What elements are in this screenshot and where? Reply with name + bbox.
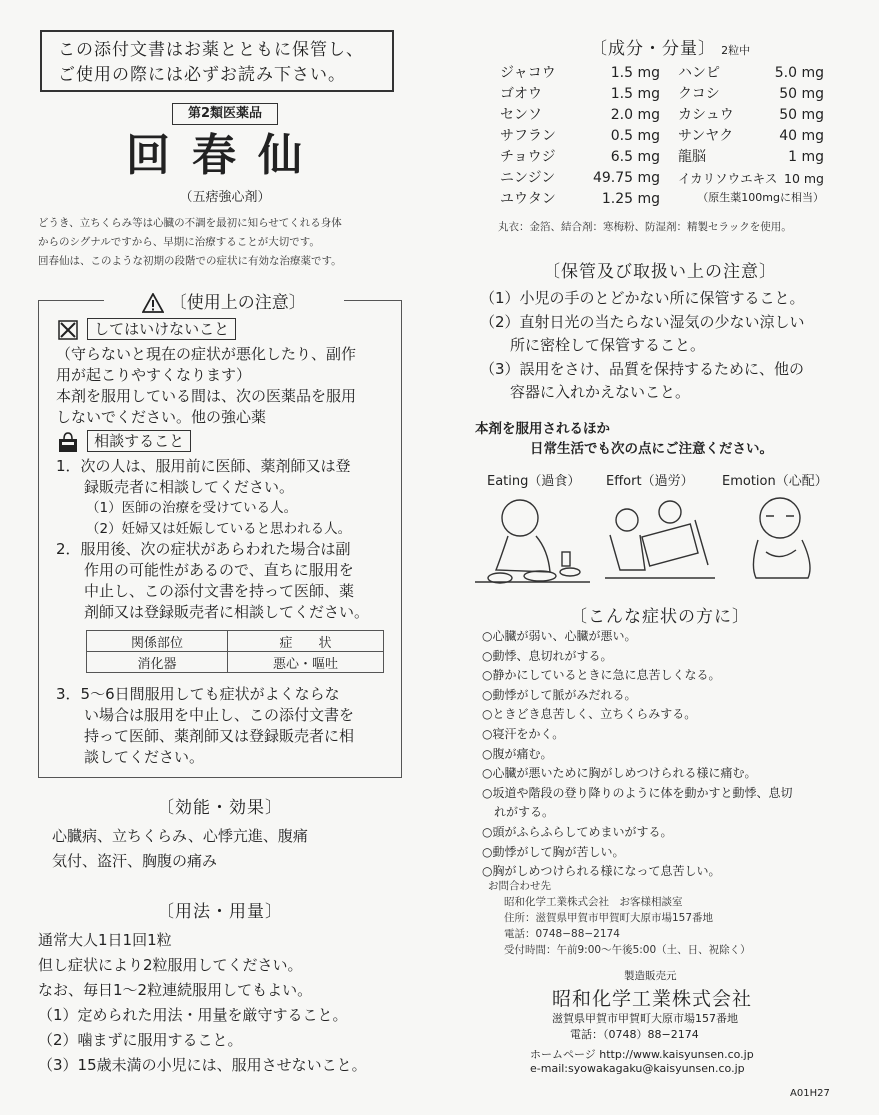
ingredient-amount: 2.0 mg <box>610 107 660 123</box>
dosage-line: 通常大人1日1回1粒 <box>38 931 172 949</box>
caution-title <box>104 288 344 313</box>
efficacy-line: 気付、盗汗、胸腹の痛み <box>52 852 218 870</box>
storage-line: 所に密栓して保管すること。 <box>480 336 706 354</box>
symptom-item: ○心臓が悪いために胸がしめつけられる様に痛む。 <box>482 766 757 781</box>
symptom-item: ○心臓が弱い、心臓が悪い。 <box>482 629 637 643</box>
ingredients-header <box>590 34 750 59</box>
symptom-item: ○動悸、息切れがする。 <box>482 648 613 663</box>
prohibited-icon <box>58 320 78 340</box>
ingredient-row <box>500 84 660 105</box>
emotion-label: Emotion（心配） <box>722 474 828 489</box>
document-code: A01H27 <box>790 1088 830 1099</box>
ingredient-row <box>500 126 660 147</box>
consult-line: 1．次の人は、服用前に医師、薬剤師又は登 <box>56 457 351 475</box>
efficacy-line: 心臓病、立ちくらみ、心悸亢進、腹痛 <box>52 827 308 845</box>
ingredient-amount: 0.5 mg <box>610 128 660 144</box>
contact-address: 住所：滋賀県甲賀市甲賀町大原市場157番地 <box>504 912 714 924</box>
ingredient-amount: 50 mg <box>779 107 824 123</box>
ingredient-row <box>678 63 824 84</box>
ingredient-name: イカリソウエキス <box>678 171 778 186</box>
ingredient-amount: 6.5 mg <box>610 149 660 165</box>
ingredient-row <box>678 84 824 105</box>
manufacturer-phone: 電話：（0748）88−2174 <box>570 1028 699 1041</box>
storage-title: 〔保管及び取扱い上の注意〕 <box>543 262 777 282</box>
ingredient-row <box>678 105 824 126</box>
product-name: 回春仙 <box>126 130 324 181</box>
symptoms-title: 〔こんな症状の方に〕 <box>570 607 750 627</box>
consult-line: 2．服用後、次の症状があらわれた場合は副 <box>56 540 351 558</box>
consult-item-1 <box>56 456 401 498</box>
effort-illustration <box>605 501 715 578</box>
dosage-line: （1）定められた用法・用量を厳守すること。 <box>38 1006 348 1024</box>
ingredient-name: ジャコウ <box>500 65 556 81</box>
symptom-item: ○静かにしているときに急に息苦しくなる。 <box>482 668 721 683</box>
ingredient-name: センソ <box>500 107 542 123</box>
ingredient-name: チョウジ <box>500 149 556 165</box>
consult-line: 中止し、この添付文書を持って医師、薬 <box>84 582 355 600</box>
ingredient-amount: 1.5 mg <box>610 65 660 81</box>
ingredient-amount: 1.5 mg <box>610 86 660 102</box>
dont-label: してはいけないこと <box>87 318 236 340</box>
consult-line: 作用の可能性があるので、直ちに服用を <box>84 561 354 579</box>
efficacy-text <box>52 824 402 874</box>
consult-label: 相談すること <box>87 430 191 452</box>
consult-line: 剤師又は登録販売者に相談してください。 <box>84 603 370 621</box>
symptom-item: れがする。 <box>482 805 555 820</box>
effort-label: Effort（過労） <box>606 474 694 489</box>
symptoms-list <box>482 627 852 882</box>
ingredients-unit-note: 2粒中 <box>721 44 751 57</box>
contact-block <box>488 878 848 958</box>
symptom-item: ○動悸がして脈がみだれる。 <box>482 687 637 702</box>
ingredient-row <box>500 63 660 84</box>
contact-company: 昭和化学工業株式会社 お客様相談室 <box>504 896 683 908</box>
intro-line: からのシグナルですから、早期に治療することが大切です。 <box>38 236 320 248</box>
frame-top-left <box>38 300 104 301</box>
side-effect-table-wrap <box>86 630 384 673</box>
symptom-item: ○寝汗をかく。 <box>482 726 565 741</box>
eating-illustration <box>475 500 590 583</box>
ingredients-right-list <box>678 63 824 207</box>
symptom-item: ○頭がふらふらしてめまいがする。 <box>482 824 673 839</box>
consult-sub-line: （1）医師の治療を受けている人。 <box>86 500 298 516</box>
dosage-line: （3）15歳未満の小児には、服用させないこと。 <box>38 1056 367 1074</box>
eating-label: Eating（過食） <box>487 474 581 489</box>
ingredient-amount: 10 mg <box>784 171 824 186</box>
consult-item-3 <box>56 684 401 768</box>
consult-line: 持って医師、薬剤師又は登録販売者に相 <box>84 727 355 745</box>
consult-line: 録販売者に相談してください。 <box>84 478 295 496</box>
table-row <box>87 631 384 652</box>
ingredient-name: ゴオウ <box>500 86 542 102</box>
ingredient-name: クコシ <box>678 86 720 102</box>
ingredient-row <box>500 189 660 210</box>
ingredient-row <box>500 147 660 168</box>
ingredients-left-list <box>500 63 660 210</box>
consult-icon <box>58 431 78 453</box>
notice-line: この添付文書はお薬とともに保管し、 <box>58 40 364 60</box>
homepage-link[interactable]: ホームページ http://www.kaisyunsen.co.jp <box>530 1048 754 1061</box>
ingredient-name: ユウタン <box>500 191 556 207</box>
symptom-item: ○動悸がして胸が苦しい。 <box>482 844 625 859</box>
ingredient-name: 龍脳 <box>678 149 706 165</box>
table-cell: 消化器 <box>87 652 228 673</box>
symptom-item: ○胸がしめつけられる様になって息苦しい。 <box>482 864 721 879</box>
ingredient-row <box>678 126 824 147</box>
table-header-cell: 症 状 <box>228 631 384 652</box>
consult-item-1-subs <box>86 498 406 540</box>
lifestyle-illustration <box>470 490 850 590</box>
ingredient-name: ニンジン <box>500 170 556 186</box>
contact-hours: 受付時間：午前9:00〜午後5:00（土、日、祝除く） <box>504 944 751 956</box>
dosage-title: 〔用法・用量〕 <box>157 902 283 922</box>
storage-line: （3）誤用をさけ、品質を保持するために、他の <box>480 359 804 378</box>
table-header-cell: 関係部位 <box>87 631 228 652</box>
dont-header <box>58 318 236 340</box>
dont-text <box>56 344 396 428</box>
notice-line: ご使用の際には必ずお読み下さい。 <box>58 65 346 85</box>
lifestyle-line-1: 本剤を服用されるほか <box>475 421 610 437</box>
symptom-item: ○腹が痛む。 <box>482 746 553 761</box>
drug-class-badge: 第2類医薬品 <box>172 103 278 125</box>
storage-line: （2）直射日光の当たらない湿気の少ない涼しい <box>480 312 805 331</box>
product-subtitle: （五痞強心剤） <box>179 190 271 205</box>
intro-line: 回春仙は、このような初期の段階での症状に有効な治療薬です。 <box>38 255 342 267</box>
ingredient-name: サンヤク <box>678 128 734 144</box>
caution-title-text: 〔使用上の注意〕 <box>169 293 306 313</box>
dosage-text <box>38 928 418 1078</box>
consult-header <box>58 430 191 453</box>
ingredients-title: 〔成分・分量〕 <box>590 39 716 59</box>
table-row <box>87 652 384 673</box>
contact-heading: お問合わせ先 <box>488 880 551 892</box>
contact-phone: 電話：0748−88−2174 <box>504 928 620 940</box>
manufacturer-address: 滋賀県甲賀市甲賀町大原市場157番地 <box>552 1012 738 1025</box>
consult-sub-line: （2）妊婦又は妊娠していると思われる人。 <box>86 521 352 537</box>
ingredient-amount: 1.25 mg <box>601 191 660 207</box>
dont-line: （守らないと現在の症状が悪化したり、副作 <box>56 345 357 363</box>
storage-line: （1）小児の手のとどかない所に保管すること。 <box>480 289 805 307</box>
consult-line: い場合は服用を中止し、この添付文書を <box>84 706 355 724</box>
consult-line: 3．5〜6日間服用しても症状がよくならな <box>56 685 340 703</box>
ingredient-row <box>500 105 660 126</box>
symptom-item: ○ときどき息苦しく、立ちくらみする。 <box>482 707 697 722</box>
storage-line: 容器に入れかえないこと。 <box>480 383 691 401</box>
table-cell: 悪心・嘔吐 <box>228 652 384 673</box>
symptom-item: ○坂道や階段の登り降りのように体を動かすと動悸、息切 <box>482 785 793 800</box>
frame-top-right <box>344 300 402 301</box>
ingredient-row <box>500 168 660 189</box>
emotion-illustration <box>753 498 810 578</box>
extract-note: （原生薬100mgに相当） <box>697 191 824 204</box>
coating-note: 丸衣：金箔、結合剤：寒梅粉、防湿剤：精製セラックを使用。 <box>498 221 792 233</box>
dosage-line: （2）噛まずに服用すること。 <box>38 1031 243 1049</box>
ingredient-amount: 49.75 mg <box>592 170 660 186</box>
lifestyle-line-2: 日常生活でも次の点にご注意ください。 <box>530 441 773 457</box>
manufacturer-name: 昭和化学工業株式会社 <box>552 988 753 1010</box>
side-effect-table <box>86 630 384 673</box>
ingredient-amount: 5.0 mg <box>774 65 824 81</box>
dosage-line: 但し症状により2粒服用してください。 <box>38 956 303 974</box>
notice-box <box>40 30 394 92</box>
ingredient-name: ハンピ <box>678 65 720 81</box>
dont-line: 本剤を服用している間は、次の医薬品を服用 <box>56 387 357 405</box>
ingredient-amount: 40 mg <box>779 128 824 144</box>
intro-line: どうき、立ちくらみ等は心臓の不調を最初に知らせてくれる身体 <box>38 217 342 229</box>
dont-line: しないでください。他の強心薬 <box>56 408 267 426</box>
dont-line: 用が起こりやすくなります） <box>56 366 252 384</box>
warning-icon <box>142 293 164 313</box>
ingredient-amount: 50 mg <box>779 86 824 102</box>
manufacturer-label: 製造販売元 <box>624 970 677 982</box>
storage-list <box>480 287 850 405</box>
ingredient-name: カシュウ <box>678 107 734 123</box>
ingredient-name: サフラン <box>500 128 556 144</box>
email-link[interactable]: e-mail:syowakagaku@kaisyunsen.co.jp <box>530 1062 745 1075</box>
consult-item-2 <box>56 539 401 623</box>
ingredient-row <box>678 147 824 168</box>
dosage-line: なお、毎日1〜2粒連続服用してもよい。 <box>38 981 313 999</box>
ingredient-row <box>678 168 824 189</box>
intro-text <box>38 214 408 271</box>
efficacy-title: 〔効能・効果〕 <box>157 798 283 818</box>
consult-line: 談してください。 <box>84 748 205 766</box>
ingredient-amount: 1 mg <box>788 149 824 165</box>
